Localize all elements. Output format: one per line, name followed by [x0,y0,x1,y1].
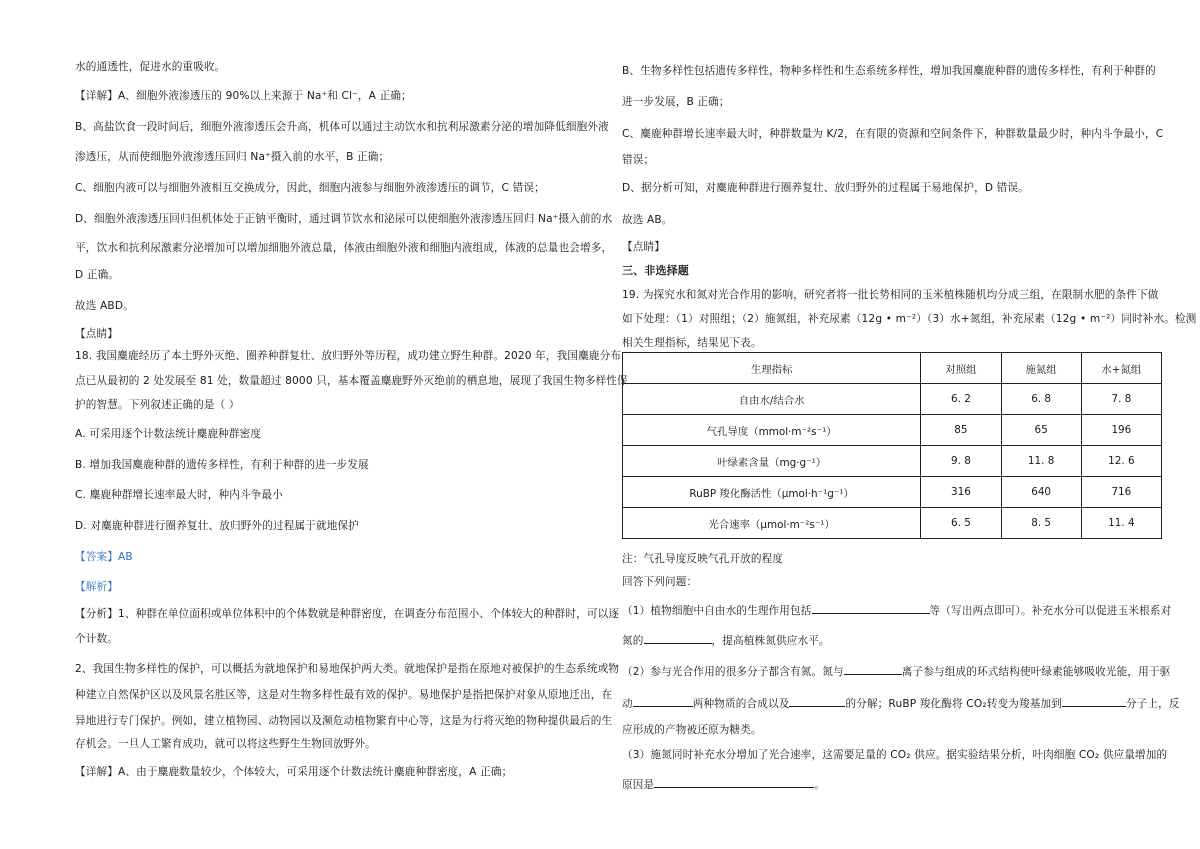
table-row [623,446,1162,477]
table-cell: 9. 8 [921,446,1001,477]
text-segment: 动 [622,698,633,710]
table-cell: 气孔导度（mmol·m⁻²s⁻¹） [623,415,921,446]
answer-label: 【答案】AB [75,551,133,563]
table-cell: 65 [1001,415,1081,446]
table-cell: 316 [921,477,1001,508]
table-cell: 8. 5 [1001,508,1081,539]
text-line: 如下处理：（1）对照组；（2）施氮组，补充尿素（12g • m⁻²）（3）水+氮组，补充尿素（12g • m⁻²）同时补水。检测 [622,313,1197,325]
text-segment: （2）参与光合作用的很多分子都含有氮。氮与 [622,666,844,678]
table-note: 注：气孔导度反映气孔开放的程度 [622,553,784,565]
table-cell: 196 [1081,415,1161,446]
table-cell: 640 [1001,477,1081,508]
question-19-stem: 19. 为探究水和氮对光合作用的影响，研究者将一批长势相同的玉米植株随机均分成三组，在限制水肥的条件下做 [622,289,1159,301]
table-cell: 7. 8 [1081,384,1161,415]
text-line: 【分析】1、种群在单位面积或单位体积中的个体数就是种群密度，在调查分布范围小、个体较大的种群时，可以逐 [75,608,620,620]
table-row [623,384,1162,415]
option-b: B. 增加我国麋鹿种群的遗传多样性，有利于种群的进一步发展 [75,459,369,471]
text-segment: 原因是 [622,779,655,791]
answer-blank[interactable] [789,696,845,707]
text-segment: ，提高植株氮供应水平。 [711,635,830,647]
text-line: 错误； [622,154,655,166]
sub-question-3: （3）施氮同时补充水分增加了光合速率，这需要足量的 CO₂ 供应。据实验结果分析，叶肉细胞 CO₂ 供应量增加的 [622,749,1168,761]
section-heading: 三、非选择题 [622,264,689,277]
table-row [623,477,1162,508]
text-segment: 氮的 [622,635,644,647]
text-line [622,633,830,648]
text-segment: 等（写出两点即可）。补充水分可以促进玉米根系对 [929,605,1172,617]
text-line: 平，饮水和抗利尿激素分泌增加可以增加细胞外液总量，体液由细胞外液和细胞内液组成，体液的总量也会增多， [75,242,613,254]
text-line: C、麋鹿种群增长速率最大时，种群数量为 K/2，在有限的资源和空间条件下，种群数量最少时，种内斗争最小，C [622,128,1164,140]
text-line: 护的智慧。下列叙述正确的是（ ） [75,399,240,411]
text-segment: （1）植物细胞中自由水的生理作用包括 [622,605,812,617]
text-line: 【点睛】 [622,241,665,253]
text-line: 2、我国生物多样性的保护，可以概括为就地保护和易地保护两大类。就地保护是指在原地对被保护的生态系统或物 [75,663,620,675]
text-line: 异地进行专门保护。例如，建立植物园、动物园以及濒危动植物繁育中心等，这是为行将灭绝的物种提供最后的生 [75,715,613,727]
sub-question-1 [622,603,1171,618]
text-line: D 正确。 [75,269,120,281]
text-line: 种建立自然保护区以及风景名胜区等，这是对生物多样性最有效的保护。易地保护是指把保护对象从原地迁出，在 [75,689,613,701]
answer-blank[interactable] [644,633,712,644]
text-line: 【详解】A、由于麋鹿数量较少，个体较大，可采用逐个计数法统计麋鹿种群密度，A 正确； [75,766,513,778]
text-segment: 两种物质的合成以及 [692,698,790,710]
option-c: C. 麋鹿种群增长速率最大时，种内斗争最小 [75,489,283,501]
text-line: 应形成的产物被还原为糖类。 [622,724,762,736]
table-cell: 叶绿素含量（mg·g⁻¹） [623,446,921,477]
text-line: B、高盐饮食一段时间后，细胞外液渗透压会升高，机体可以通过主动饮水和抗利尿激素分泌的增加降低细胞外液 [75,121,609,133]
answer-blank[interactable] [812,603,930,614]
table-header: 生理指标 [623,353,921,384]
text-segment: 离子参与组成的环式结构使叶绿素能够吸收光能，用于驱 [901,666,1171,678]
text-line [622,777,825,792]
text-line: 点已从最初的 2 处发展至 81 处，数量超过 8000 只，基本覆盖麋鹿野外灭绝前的栖息地，展现了我国生物多样性保 [75,375,628,387]
table-header: 施氮组 [1001,353,1081,384]
text-line: 故选 AB。 [622,214,673,226]
text-line: 渗透压，从而使细胞外液渗透压回归 Na⁺摄入前的水平，B 正确； [75,151,390,163]
table-cell: RuBP 羧化酶活性（μmol·h⁻¹g⁻¹） [623,477,921,508]
table-row [623,415,1162,446]
table-header: 水+氮组 [1081,353,1161,384]
table-cell: 6. 8 [1001,384,1081,415]
text-line: 【详解】A、细胞外液渗透压的 90%以上来源于 Na⁺和 Cl⁻，A 正确； [75,90,412,102]
answer-blank[interactable] [1062,696,1126,707]
text-line: 个计数。 [75,633,118,645]
text-line: D、据分析可知，对麋鹿种群进行圈养复壮、放归野外的过程属于易地保护，D 错误。 [622,182,1029,194]
table-cell: 85 [921,415,1001,446]
data-table [622,352,1162,539]
table-cell: 11. 8 [1001,446,1081,477]
table-cell: 自由水/结合水 [623,384,921,415]
text-line: 进一步发展，B 正确； [622,96,730,108]
text-line [622,696,1180,711]
text-line: B、生物多样性包括遗传多样性，物种多样性和生态系统多样性，增加我国麋鹿种群的遗传多样性，有利于种群的 [622,65,1156,77]
text-segment: 分子上，反 [1125,698,1180,710]
answer-blank[interactable] [654,777,814,788]
text-line: D、细胞外液渗透压回归但机体处于正钠平衡时，通过调节饮水和泌尿可以使细胞外液渗透压回归 Na⁺摄入前的水 [75,213,613,225]
option-a: A. 可采用逐个计数法统计麋鹿种群密度 [75,428,262,440]
answer-blank[interactable] [844,664,902,675]
table-cell: 716 [1081,477,1161,508]
answer-blank[interactable] [633,696,693,707]
table-header-row [623,353,1162,384]
table-cell: 11. 4 [1081,508,1161,539]
text-line: 回答下列问题： [622,576,698,588]
table-cell: 6. 2 [921,384,1001,415]
table-row [623,508,1162,539]
text-line: 水的通透性，促进水的重吸收。 [75,61,226,73]
table-cell: 光合速率（μmol·m⁻²s⁻¹） [623,508,921,539]
option-d: D. 对麋鹿种群进行圈养复壮、放归野外的过程属于就地保护 [75,520,359,532]
text-line: 存机会。一旦人工繁育成功，就可以将这些野生生物回放野外。 [75,738,376,750]
sub-question-2 [622,664,1170,679]
table-header: 对照组 [921,353,1001,384]
text-segment: 。 [814,779,825,791]
table-cell: 12. 6 [1081,446,1161,477]
text-line: 【点睛】 [75,328,118,340]
text-segment: 的分解；RuBP 羧化酶将 CO₂转变为羧基加到 [845,698,1062,710]
analysis-label: 【解析】 [75,581,118,593]
text-line: 相关生理指标，结果见下表。 [622,337,762,349]
text-line: 故选 ABD。 [75,300,134,312]
table-cell: 6. 5 [921,508,1001,539]
question-18-stem: 18. 我国麋鹿经历了本土野外灭绝、圈养种群复壮、放归野外等历程，成功建立野生种群。2020 年，我国麋鹿分布 [75,350,622,362]
text-line: C、细胞内液可以与细胞外液相互交换成分，因此，细胞内液参与细胞外液渗透压的调节，C 错误； [75,182,545,194]
